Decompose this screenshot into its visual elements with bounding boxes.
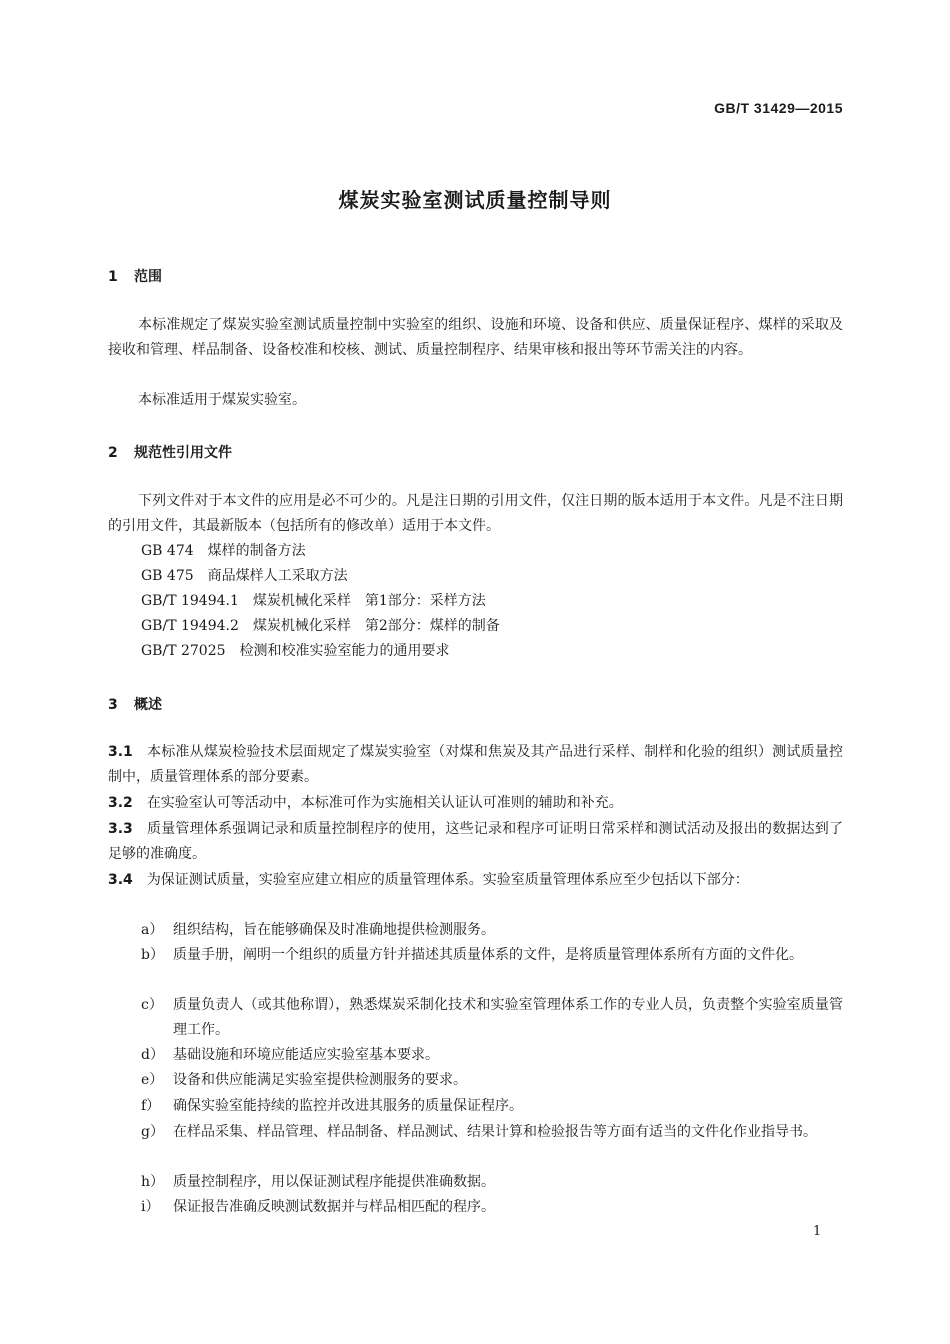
reference-item <box>141 564 348 589</box>
list-item-text: 基础设施和环境应能适应实验室基本要求。 <box>173 1047 439 1063</box>
reference-item <box>141 614 500 639</box>
list-item-text: 质量手册，阐明一个组织的质量方针并描述其质量体系的文件，是将质量管理体系所有方面的文件化。 <box>173 947 803 963</box>
reference-code: GB 474 <box>141 543 194 559</box>
clause-text: 为保证测试质量，实验室应建立相应的质量管理体系。实验室质量管理体系应至少包括以下部分： <box>146 872 749 888</box>
section-1-heading <box>108 266 162 286</box>
reference-code: GB 475 <box>141 568 194 584</box>
section-number: 1 <box>108 269 118 285</box>
list-item-text: 质量控制程序，用以保证测试程序能提供准确数据。 <box>173 1174 495 1190</box>
clause-number: 3.3 <box>108 821 133 837</box>
clause-number: 3.2 <box>108 795 133 811</box>
clause-3-1 <box>108 740 843 790</box>
list-item-text: 设备和供应能满足实验室提供检测服务的要求。 <box>173 1072 467 1088</box>
list-item-text: 保证报告准确反映测试数据并与样品相匹配的程序。 <box>173 1199 495 1215</box>
list-item-text: 质量负责人（或其他称谓），熟悉煤炭采制化技术和实验室管理体系工作的专业人员，负责整个实验室质量管理工作。 <box>173 997 843 1038</box>
section-title: 规范性引用文件 <box>134 445 232 461</box>
list-item-label: i） <box>141 1199 160 1215</box>
clause-number: 3.4 <box>108 872 133 888</box>
clause-3-2 <box>108 791 843 816</box>
clause-3-4 <box>108 868 843 893</box>
list-item-label: g） <box>141 1124 164 1140</box>
reference-item <box>141 539 306 564</box>
section-2-paragraph-1: 下列文件对于本文件的应用是必不可少的。凡是注日期的引用文件，仅注日期的版本适用于本文件。凡是不注日期的引用文件，其最新版本（包括所有的修改单）适用于本文件。 <box>108 493 843 534</box>
clause-text: 质量管理体系强调记录和质量控制程序的使用，这些记录和程序可证明日常采样和测试活动及报出的数据达到了足够的准确度。 <box>108 821 843 862</box>
reference-title: 煤炭机械化采样 第1部分：采样方法 <box>252 593 486 609</box>
list-item-label: b） <box>141 947 164 963</box>
list-item-label: f） <box>141 1098 161 1114</box>
section-3-heading <box>108 694 162 714</box>
list-item-label: c） <box>141 997 163 1013</box>
reference-item <box>141 589 486 614</box>
clause-text: 本标准从煤炭检验技术层面规定了煤炭实验室（对煤和焦炭及其产品进行采样、制样和化验的组织）测试质量控制中，质量管理体系的部分要素。 <box>108 744 843 785</box>
reference-code: GB/T 19494.2 <box>141 618 239 634</box>
reference-item <box>141 639 450 664</box>
section-number: 2 <box>108 445 118 461</box>
section-number: 3 <box>108 697 118 713</box>
reference-code: GB/T 19494.1 <box>141 593 239 609</box>
reference-title: 煤炭机械化采样 第2部分：煤样的制备 <box>252 618 500 634</box>
reference-title: 商品煤样人工采取方法 <box>207 568 348 584</box>
section-title: 范围 <box>134 269 162 285</box>
list-item-text: 在样品采集、样品管理、样品制备、样品测试、结果计算和检验报告等方面有适当的文件化作业指导书。 <box>173 1124 817 1140</box>
section-1-paragraph-2: 本标准适用于煤炭实验室。 <box>138 392 306 408</box>
section-2-heading <box>108 442 232 462</box>
reference-title: 检测和校准实验室能力的通用要求 <box>239 643 450 659</box>
list-item-text: 组织结构，旨在能够确保及时准确地提供检测服务。 <box>173 922 495 938</box>
list-item-label: h） <box>141 1174 165 1190</box>
clause-3-3 <box>108 817 843 867</box>
standard-number: GB/T 31429—2015 <box>714 100 843 116</box>
document-title: 煤炭实验室测试质量控制导则 <box>338 188 612 212</box>
page-number: 1 <box>813 1224 822 1239</box>
section-1-paragraph-1: 本标准规定了煤炭实验室测试质量控制中实验室的组织、设施和环境、设备和供应、质量保证程序、煤样的采取及接收和管理、样品制备、设备校准和校核、测试、质量控制程序、结果审核和报出等环节需关注的内容。 <box>108 317 843 358</box>
list-item-label: d） <box>141 1047 164 1063</box>
section-title: 概述 <box>134 697 162 713</box>
list-item-text: 确保实验室能持续的监控并改进其服务的质量保证程序。 <box>173 1098 523 1114</box>
reference-code: GB/T 27025 <box>141 643 226 659</box>
clause-text: 在实验室认可等活动中，本标准可作为实施相关认证认可准则的辅助和补充。 <box>146 795 623 811</box>
list-item-label: e） <box>141 1072 164 1088</box>
list-item-label: a） <box>141 922 164 938</box>
clause-number: 3.1 <box>108 744 133 760</box>
reference-title: 煤样的制备方法 <box>207 543 306 559</box>
